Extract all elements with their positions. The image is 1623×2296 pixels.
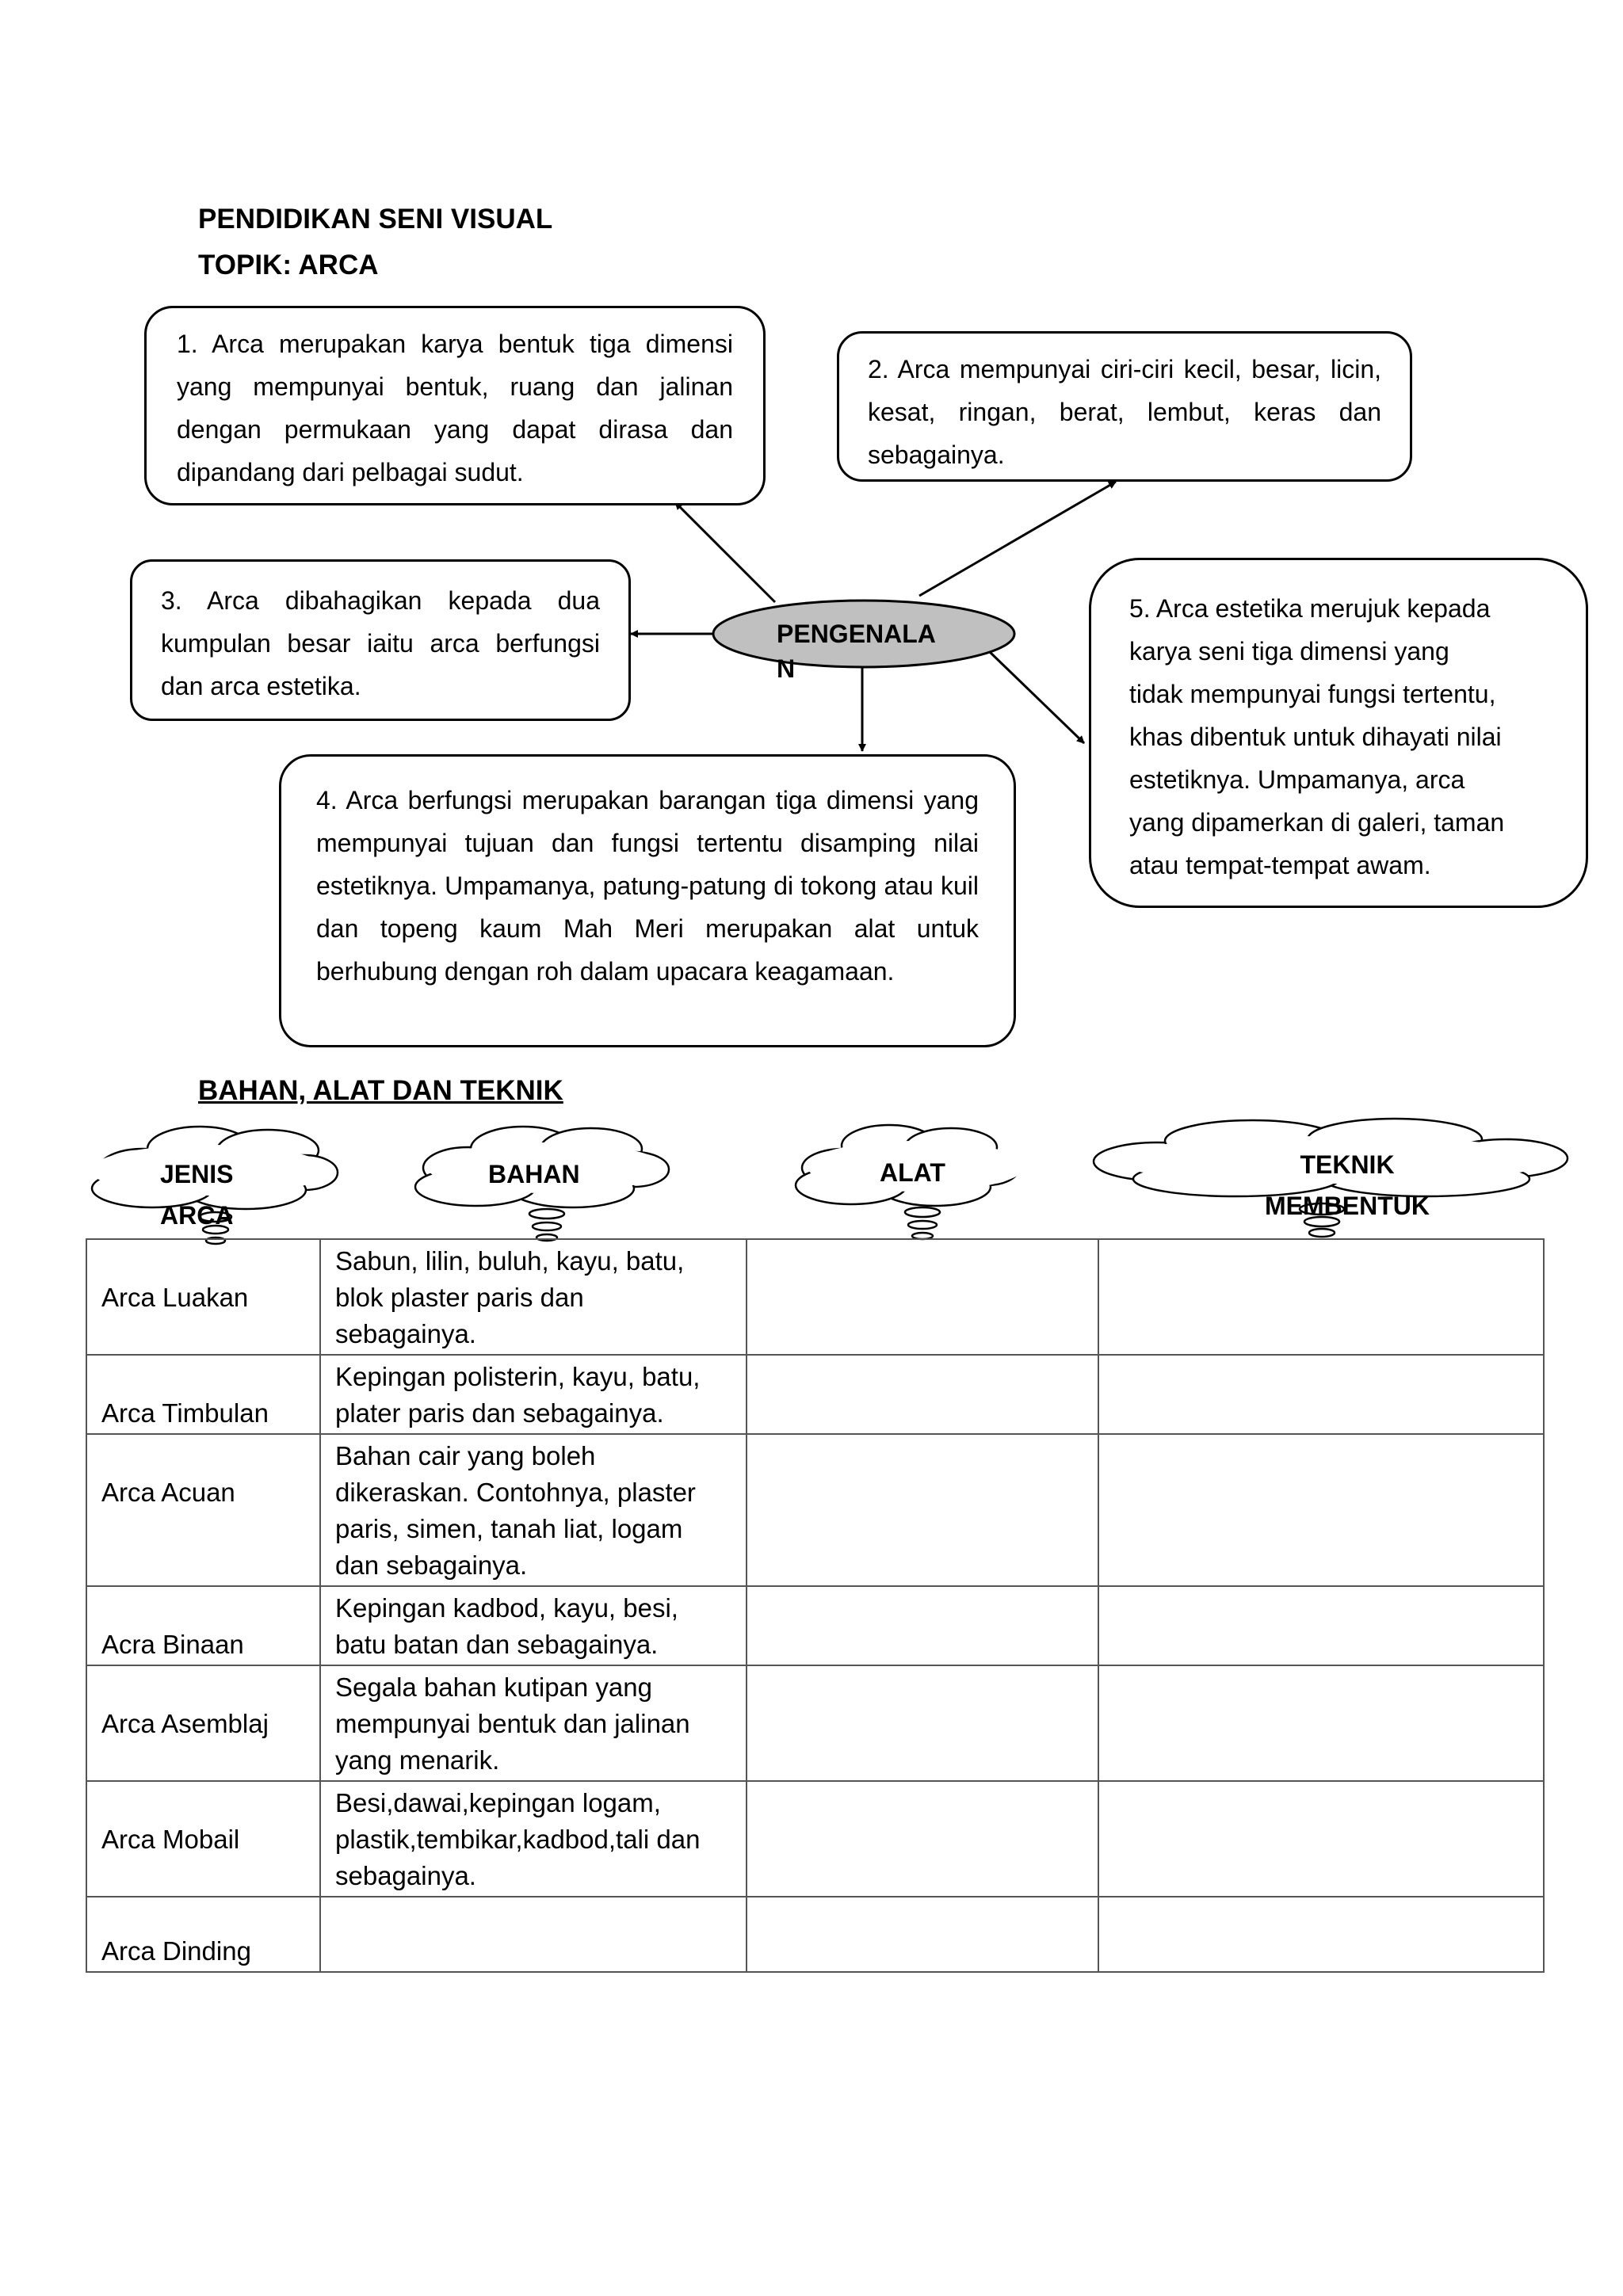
- info-box-5-line: atau tempat-tempat awam.: [1129, 851, 1431, 879]
- cell-bahan: [320, 1781, 747, 1897]
- cloud-label-line2: ARCA: [160, 1201, 234, 1230]
- cell-jenis: Arca Dinding: [86, 1897, 320, 1972]
- cell-bahan: [320, 1586, 747, 1665]
- info-box-5-line: tidak mempunyai fungsi tertentu,: [1129, 680, 1496, 708]
- table-row: [86, 1355, 1544, 1434]
- info-box-4-text: 4. Arca berfungsi merupakan barangan tiga dimensi yang mempunyai tujuan dan fungsi tertentu disamping nilai estetiknya. Umpamanya, patung-patung di tokong atau kuil dan topeng kaum Mah Meri merupakan alat untuk berhubung dengan roh dalam upacara keagamaan.: [316, 786, 979, 986]
- info-box-3: [130, 559, 631, 721]
- bahan-line: yang menarik.: [335, 1745, 500, 1775]
- info-box-2-text: 2. Arca mempunyai ciri-ciri kecil, besar, licin, kesat, ringan, berat, lembut, keras dan sebagainya.: [868, 355, 1381, 469]
- cell-teknik: [1098, 1897, 1544, 1972]
- info-box-2: [837, 331, 1412, 482]
- bahan-line: sebagainya.: [335, 1861, 476, 1890]
- table-row: [86, 1665, 1544, 1781]
- arrow-to-box2: [919, 482, 1116, 596]
- bahan-line: Sabun, lilin, buluh, kayu, batu,: [335, 1246, 685, 1276]
- cell-teknik: [1098, 1355, 1544, 1434]
- cell-teknik: [1098, 1434, 1544, 1586]
- info-box-5-line: khas dibentuk untuk dihayati nilai: [1129, 723, 1502, 751]
- center-label: [777, 616, 936, 686]
- bahan-line: Besi,dawai,kepingan logam,: [335, 1788, 661, 1817]
- table-row: [86, 1434, 1544, 1586]
- table-row: [86, 1586, 1544, 1665]
- cloud-label-teknik-membentuk: [1220, 1144, 1474, 1226]
- center-label-line1: PENGENALA: [777, 620, 936, 648]
- bahan-line: mempunyai bentuk dan jalinan: [335, 1709, 690, 1738]
- bahan-line: batu batan dan sebagainya.: [335, 1630, 659, 1659]
- cell-bahan: [320, 1239, 747, 1355]
- table-row: [86, 1239, 1544, 1355]
- cloud-label-line1: JENIS: [160, 1160, 234, 1188]
- bahan-line: dikeraskan. Contohnya, plaster: [335, 1478, 696, 1507]
- topic-title: TOPIK: ARCA: [198, 250, 379, 280]
- cloud-label-line1: ALAT: [880, 1158, 945, 1187]
- bahan-line: Kepingan polisterin, kayu, batu,: [335, 1362, 701, 1391]
- bahan-line: plastik,tembikar,kadbod,tali dan: [335, 1825, 701, 1854]
- cell-teknik: [1098, 1239, 1544, 1355]
- info-box-5-line: 5. Arca estetika merujuk kepada: [1129, 594, 1491, 623]
- bahan-line: dan sebagainya.: [335, 1550, 528, 1580]
- cloud-label-line1: TEKNIK: [1300, 1150, 1395, 1179]
- info-box-5: [1089, 558, 1588, 908]
- arrow-to-box1: [675, 502, 775, 602]
- cell-jenis: Arca Asemblaj: [86, 1665, 320, 1781]
- table-row: [86, 1897, 1544, 1972]
- arrow-to-box5: [989, 651, 1084, 743]
- info-box-5-line: karya seni tiga dimensi yang: [1129, 637, 1449, 666]
- info-box-4: [279, 754, 1016, 1047]
- info-box-1-text: 1. Arca merupakan karya bentuk tiga dimensi yang mempunyai bentuk, ruang dan jalinan dengan permukaan yang dapat dirasa dan dipandang dari pelbagai sudut.: [177, 330, 733, 486]
- table-row: [86, 1781, 1544, 1897]
- cell-alat: [747, 1434, 1098, 1586]
- cell-bahan: [320, 1897, 747, 1972]
- cloud-label-line1: BAHAN: [488, 1160, 580, 1188]
- bahan-line: Kepingan kadbod, kayu, besi,: [335, 1593, 678, 1623]
- cell-alat: [747, 1355, 1098, 1434]
- cell-jenis: Arca Acuan: [86, 1434, 320, 1586]
- cloud-label-line2: MEMBENTUK: [1265, 1192, 1430, 1220]
- section-title: BAHAN, ALAT DAN TEKNIK: [198, 1075, 563, 1106]
- materials-table: [86, 1238, 1545, 1973]
- cell-bahan: [320, 1665, 747, 1781]
- bahan-line: Segala bahan kutipan yang: [335, 1672, 652, 1702]
- info-box-5-line: yang dipamerkan di galeri, taman: [1129, 808, 1505, 837]
- cloud-label-bahan: [488, 1154, 726, 1195]
- cell-alat: [747, 1781, 1098, 1897]
- center-label-line2: N: [777, 654, 796, 683]
- cell-alat: [747, 1586, 1098, 1665]
- cell-bahan: [320, 1434, 747, 1586]
- bahan-line: sebagainya.: [335, 1319, 476, 1348]
- bahan-line: blok plaster paris dan: [335, 1283, 584, 1312]
- subject-title: PENDIDIKAN SENI VISUAL: [198, 204, 553, 235]
- cell-jenis: Arca Timbulan: [86, 1355, 320, 1434]
- info-box-1: [144, 306, 766, 505]
- cell-bahan: [320, 1355, 747, 1434]
- bahan-line: plater paris dan sebagainya.: [335, 1398, 664, 1428]
- cell-alat: [747, 1239, 1098, 1355]
- cell-alat: [747, 1897, 1098, 1972]
- bahan-line: paris, simen, tanah liat, logam: [335, 1514, 683, 1543]
- cell-teknik: [1098, 1665, 1544, 1781]
- cell-jenis: Arca Luakan: [86, 1239, 320, 1355]
- info-box-3-text: 3. Arca dibahagikan kepada dua kumpulan besar iaitu arca berfungsi dan arca estetika.: [161, 586, 600, 700]
- cell-alat: [747, 1665, 1098, 1781]
- cloud-label-alat: [880, 1152, 1117, 1193]
- cell-jenis: Acra Binaan: [86, 1586, 320, 1665]
- cell-teknik: [1098, 1586, 1544, 1665]
- cloud-label-jenis-arca: [160, 1154, 398, 1236]
- cell-jenis: Arca Mobail: [86, 1781, 320, 1897]
- bahan-line: Bahan cair yang boleh: [335, 1441, 596, 1470]
- info-box-5-line: estetiknya. Umpamanya, arca: [1129, 765, 1465, 794]
- cell-teknik: [1098, 1781, 1544, 1897]
